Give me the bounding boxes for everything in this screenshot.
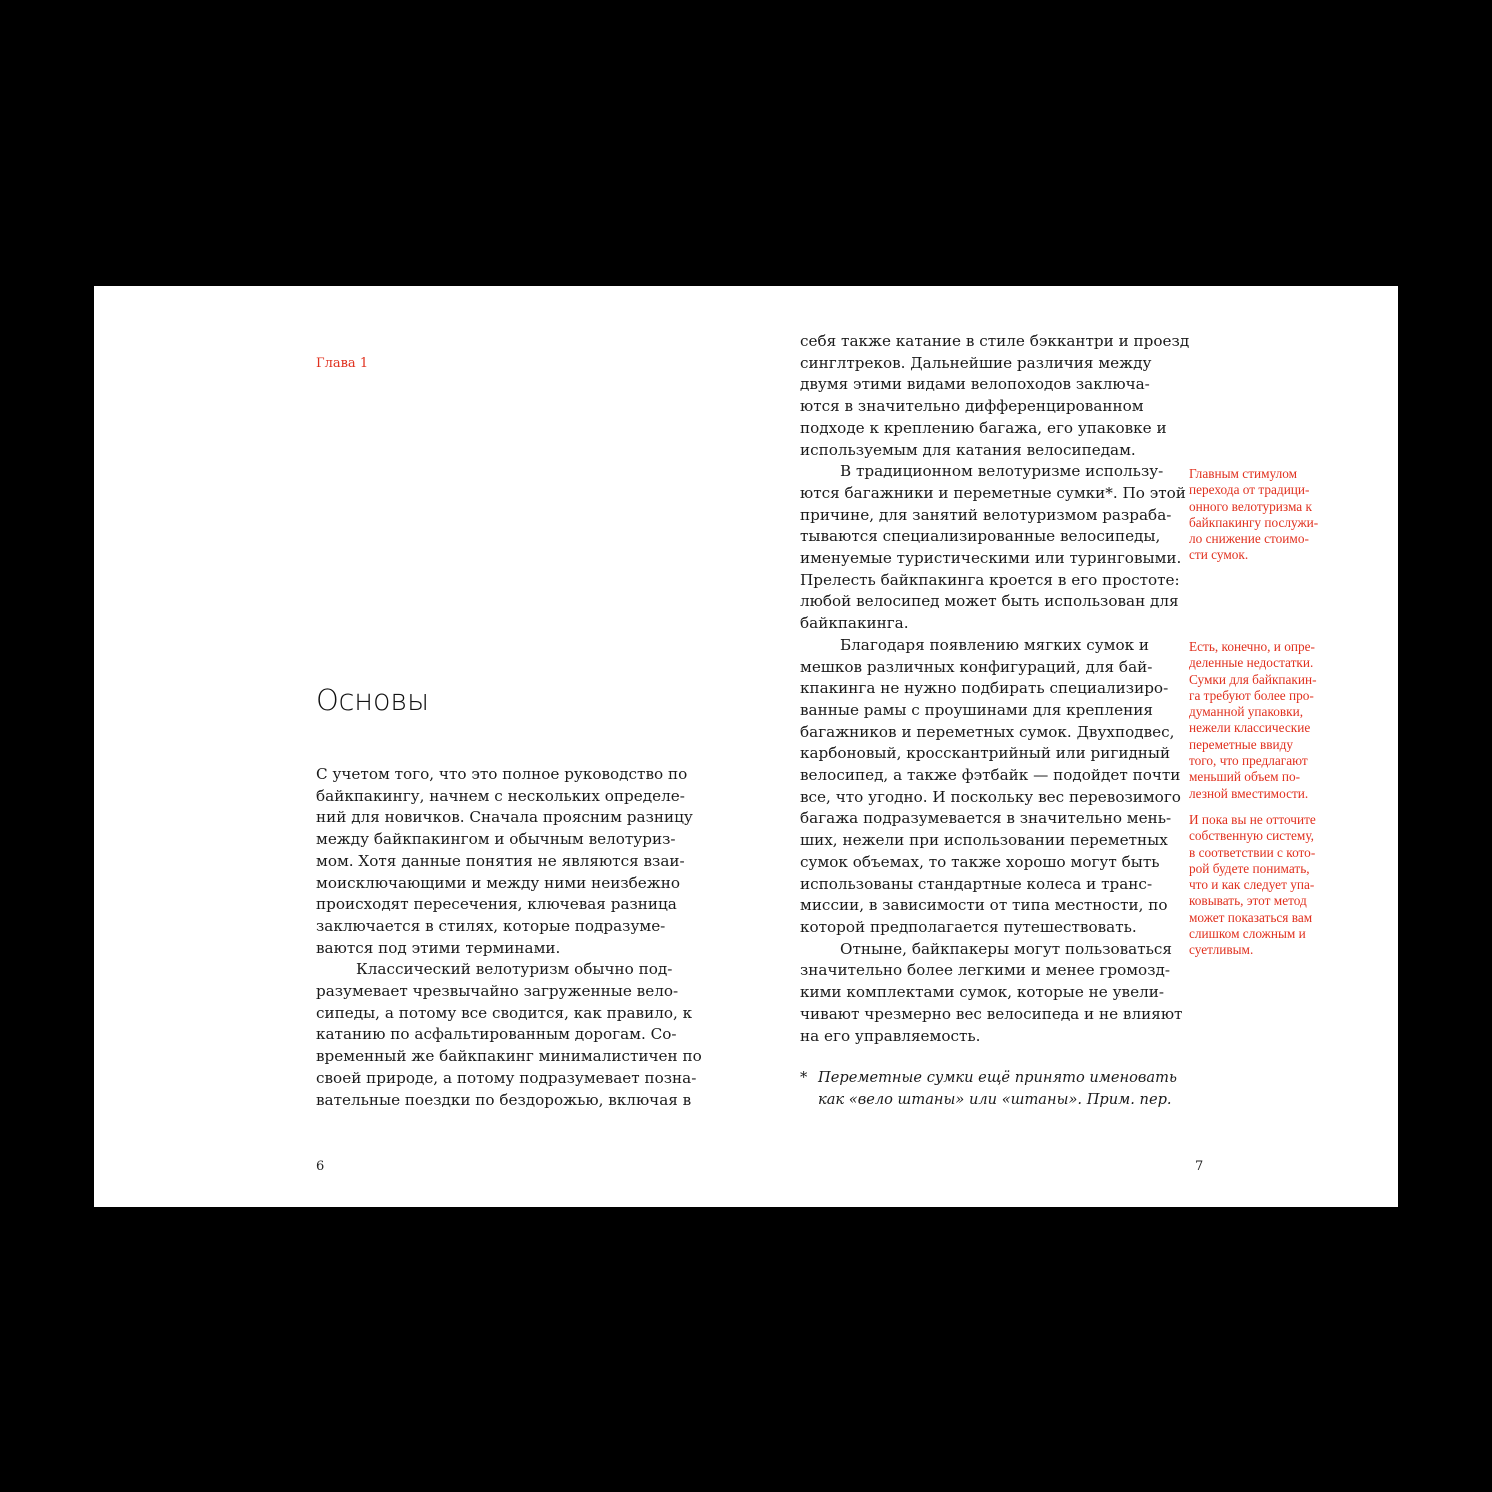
sidenote-line: Сумки для байкпакин- <box>1189 671 1317 687</box>
text-line: ваются под этими терминами. <box>316 938 561 957</box>
text-line: ний для новичков. Сначала проясним разницу <box>316 808 693 827</box>
chapter-label: Глава 1 <box>316 356 369 371</box>
paragraph <box>800 331 1190 461</box>
text-line: вательные поездки по бездорожью, включая в <box>316 1090 692 1109</box>
footnote-line: Переметные сумки ещё принято именовать <box>818 1069 1177 1086</box>
text-line: значительно более легкими и менее громозд- <box>800 961 1170 980</box>
paragraph <box>800 635 1185 939</box>
page-number-left: 6 <box>316 1159 325 1174</box>
sidenote-line: думанной упаковки, <box>1189 704 1304 720</box>
text-line: катанию по асфальтированным дорогам. Со- <box>316 1025 677 1044</box>
text-line: ются багажники и переметные сумки*. По этой <box>800 483 1186 502</box>
book-spread <box>94 286 1398 1207</box>
sidenote-line: деленные недостатки. <box>1189 655 1314 671</box>
sidenote-line: в соответствии с кото- <box>1189 844 1316 860</box>
sidenote-line: сти сумок. <box>1189 547 1249 563</box>
text-line: Прелесть байкпакинга кроется в его простоте: <box>800 570 1180 589</box>
paragraph <box>800 461 1185 635</box>
text-line: В традиционном велотуризме использу- <box>840 462 1164 481</box>
text-line: Благодаря появлению мягких сумок и <box>840 635 1150 654</box>
text-line: все, что угодно. И поскольку вес перевозимого <box>800 787 1181 806</box>
text-line: временный же байкпакинг минималистичен по <box>316 1047 702 1066</box>
page-number-right: 7 <box>1195 1159 1204 1174</box>
text-line: сумок объемах, то также хорошо могут быть <box>800 852 1160 871</box>
text-line: тываются специализированные велосипеды, <box>800 527 1161 546</box>
sidenote-line: лезной вместимости. <box>1189 785 1309 801</box>
sidenote-line: меньший объем по- <box>1189 769 1301 785</box>
text-line: сипеды, а потому все сводится, как правило, к <box>316 1003 693 1022</box>
sidenote-line: того, что предлагают <box>1189 753 1308 769</box>
sidenote-line: суетливым. <box>1189 942 1254 958</box>
text-line: Отныне, байкпакеры могут пользоваться <box>840 939 1172 958</box>
text-line: именуемые туристическими или туринговыми. <box>800 549 1182 568</box>
sidenote-line: собственную систему, <box>1189 828 1314 844</box>
text-line: синглтреков. Дальнейшие различия между <box>800 353 1152 372</box>
text-line: ших, нежели при использовании переметных <box>800 831 1168 850</box>
right-body-text <box>800 331 1190 1047</box>
sidenote-line: ковывать, этот метод <box>1189 893 1307 909</box>
text-line: любой велосипед может быть использован для <box>800 592 1179 611</box>
section-title: Основы <box>316 683 429 717</box>
text-line: использованы стандартные колеса и транс- <box>800 874 1153 893</box>
text-line: себя также катание в стиле бэккантри и проезд <box>800 332 1190 350</box>
text-line: кпакинга не нужно подбирать специализиро- <box>800 679 1169 698</box>
right-page <box>746 286 1398 1207</box>
sidenote-line: перехода от традици- <box>1189 482 1310 498</box>
sidenote-line: переметные ввиду <box>1189 736 1294 752</box>
text-line: байкпакинга. <box>800 614 909 633</box>
left-body-text <box>316 764 702 1111</box>
text-line: причине, для занятий велотуризмом разраба- <box>800 505 1172 524</box>
paragraph <box>800 939 1185 1048</box>
text-line: моисключающими и между ними неизбежно <box>316 873 681 892</box>
text-line: Классический велотуризм обычно под- <box>356 960 673 979</box>
text-line: заключается в стилях, которые подразуме- <box>316 916 666 935</box>
sidenote-line: га требуют более про- <box>1189 687 1314 703</box>
paragraph <box>316 959 702 1111</box>
footnote <box>800 1067 1177 1110</box>
sidenote-line: Есть, конечно, и опре- <box>1189 639 1315 654</box>
text-line: используемым для катания велосипедам. <box>800 440 1136 459</box>
sidenote-1 <box>1189 466 1318 564</box>
text-line: между байкпакингом и обычным велотуриз- <box>316 830 676 849</box>
sidenote-line: нежели классические <box>1189 720 1311 736</box>
text-line: на его управляемость. <box>800 1026 981 1045</box>
footnote-line: как «вело штаны» или «штаны». Прим. пер. <box>818 1090 1172 1108</box>
text-line: байкпакингу, начнем с нескольких определе- <box>316 786 685 805</box>
sidenote-line: рой будете понимать, <box>1189 860 1310 876</box>
left-page <box>94 286 746 1207</box>
text-line: С учетом того, что это полное руководство по <box>316 765 688 783</box>
sidenote-2 <box>1189 639 1317 802</box>
sidenote-line: ло снижение стоимо- <box>1189 531 1309 547</box>
paragraph <box>316 764 696 959</box>
text-line: своей природе, а потому подразумевает позна- <box>316 1068 697 1087</box>
text-line: чивают чрезмерно вес велосипеда и не влияют <box>800 1004 1183 1023</box>
sidenote-line: может показаться вам <box>1189 909 1313 925</box>
text-line: разумевает чрезвычайно загруженные вело- <box>316 982 679 1001</box>
sidenote-3 <box>1189 812 1316 959</box>
sidenote-line: И пока вы не отточите <box>1189 812 1316 827</box>
sidenote-line: слишком сложным и <box>1189 926 1306 942</box>
text-line: карбоновый, кросскантрийный или ригидный <box>800 744 1171 763</box>
text-line: ются в значительно дифференцированном <box>800 397 1144 416</box>
text-line: двумя этими видами велопоходов заключа- <box>800 375 1150 394</box>
text-line: мом. Хотя данные понятия не являются взаи- <box>316 851 685 870</box>
text-line: миссии, в зависимости от типа местности, по <box>800 896 1168 915</box>
text-line: кими комплектами сумок, которые не увели- <box>800 983 1164 1002</box>
text-line: велосипед, а также фэтбайк — подойдет почти <box>800 766 1181 785</box>
sidenote-line: онного велотуризма к <box>1189 498 1312 514</box>
footnote-marker: * <box>800 1069 808 1086</box>
text-line: подходе к креплению багажа, его упаковке и <box>800 418 1167 437</box>
text-line: происходят пересечения, ключевая разница <box>316 895 677 914</box>
text-line: багажников и переметных сумок. Двухподвес, <box>800 722 1175 741</box>
sidenote-line: байкпакингу послужи- <box>1189 514 1319 530</box>
text-line: багажа подразумевается в значительно мень- <box>800 809 1172 828</box>
sidenote-line: Главным стимулом <box>1189 466 1298 481</box>
sidenote-line: что и как следует упа- <box>1189 877 1315 893</box>
text-line: ванные рамы с проушинами для крепления <box>800 700 1153 719</box>
text-line: которой предполагается путешествовать. <box>800 917 1137 936</box>
text-line: мешков различных конфигураций, для бай- <box>800 657 1153 676</box>
